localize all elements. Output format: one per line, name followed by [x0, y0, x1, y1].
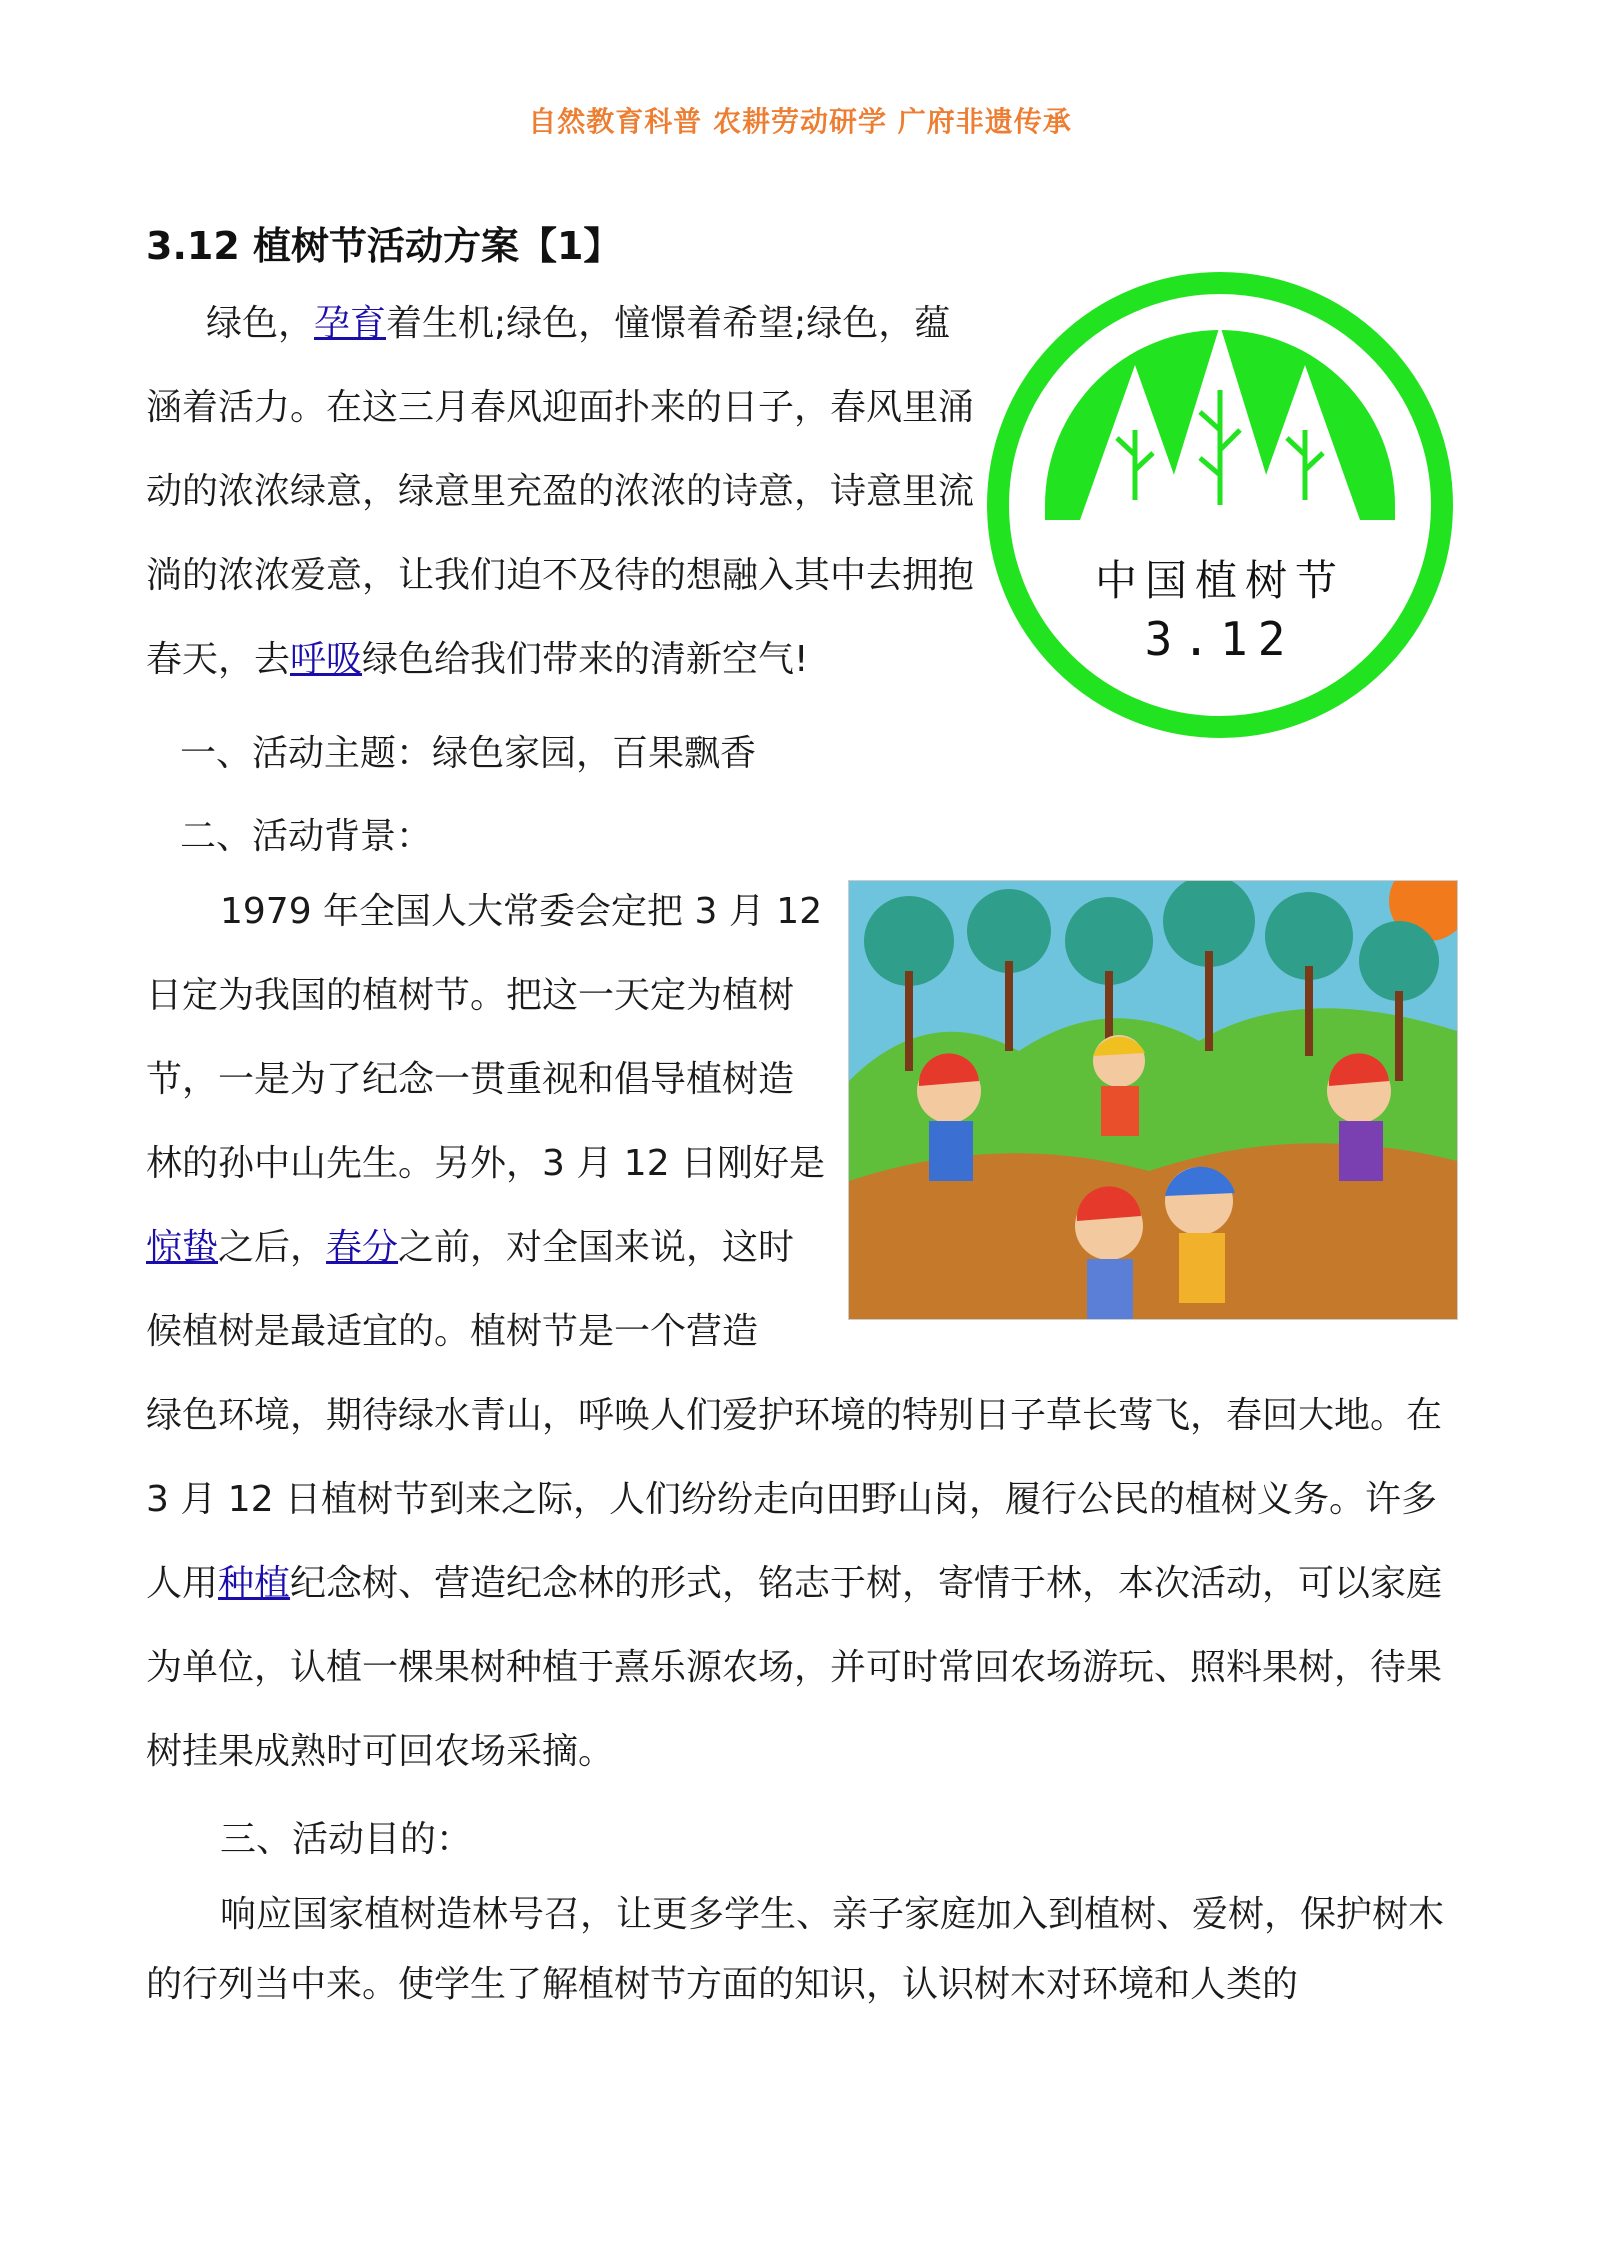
- intro-paragraph: 绿色，孕育着生机;绿色，憧憬着希望;绿色，蕴涵着活力。在这三月春风迎面扑来的日子，春风里涌动的浓浓绿意，绿意里充盈的浓浓的诗意，诗意里流淌的浓浓爱意，让我们迫不及待的想融入其中去拥抱春天，去呼吸绿色给我们带来的清新空气!: [146, 303, 975, 680]
- arbor-day-logo: [985, 270, 1455, 740]
- logo-line2: 3.12: [1144, 612, 1296, 666]
- link-huxi[interactable]: 呼吸: [290, 639, 363, 680]
- link-zhongzhi[interactable]: 种植: [218, 1563, 291, 1604]
- link-yunyu[interactable]: 孕育: [314, 303, 387, 344]
- background-paragraph-cont: 绿色环境，期待绿水青山，呼唤人们爱护环境的特别日子草长莺飞，春回大地。在 3 月 12 日植树节到来之际，人们纷纷走向田野山岗，履行公民的植树义务。许多人用种植纪念树、营造纪念林的形式，铭志于树，寄情于林，本次活动，可以家庭为单位，认植一棵果树种植于熹乐源农场，并可时常回农场游玩、照料果树，待果树挂果成熟时可回农场采摘。: [146, 1395, 1443, 1772]
- link-jingzhe[interactable]: 惊蛰: [146, 1227, 219, 1268]
- section-background-heading: 二、活动背景：: [180, 816, 433, 857]
- purpose-paragraph: 响应国家植树造林号召，让更多学生、亲子家庭加入到植树、爱树，保护树木的行列当中来。使学生了解植树节方面的知识，认识树木对环境和人类的: [146, 1894, 1445, 2005]
- section-purpose-heading: 三、活动目的：: [220, 1819, 473, 1860]
- background-paragraph: 1979 年全国人大常委会定把 3 月 12 日定为我国的植树节。把这一天定为植树节，一是为了纪念一贯重视和倡导植树造林的孙中山先生。另外，3 月 12 日刚好是惊蛰之后，春分之前，对全国来说，这时候植树是最适宜的。植树节是一个营造: [146, 891, 826, 1352]
- section-theme: 一、活动主题：绿色家园，百果飘香: [180, 733, 757, 774]
- logo-line1: 中国植树节: [1094, 556, 1346, 605]
- link-chunfen[interactable]: 春分: [326, 1227, 399, 1268]
- header-banner: 自然教育科普 农耕劳动研学 广府非遗传承: [528, 105, 1072, 138]
- children-planting-painting: [848, 880, 1458, 1320]
- doc-title: 3.12 植树节活动方案【1】: [146, 224, 622, 268]
